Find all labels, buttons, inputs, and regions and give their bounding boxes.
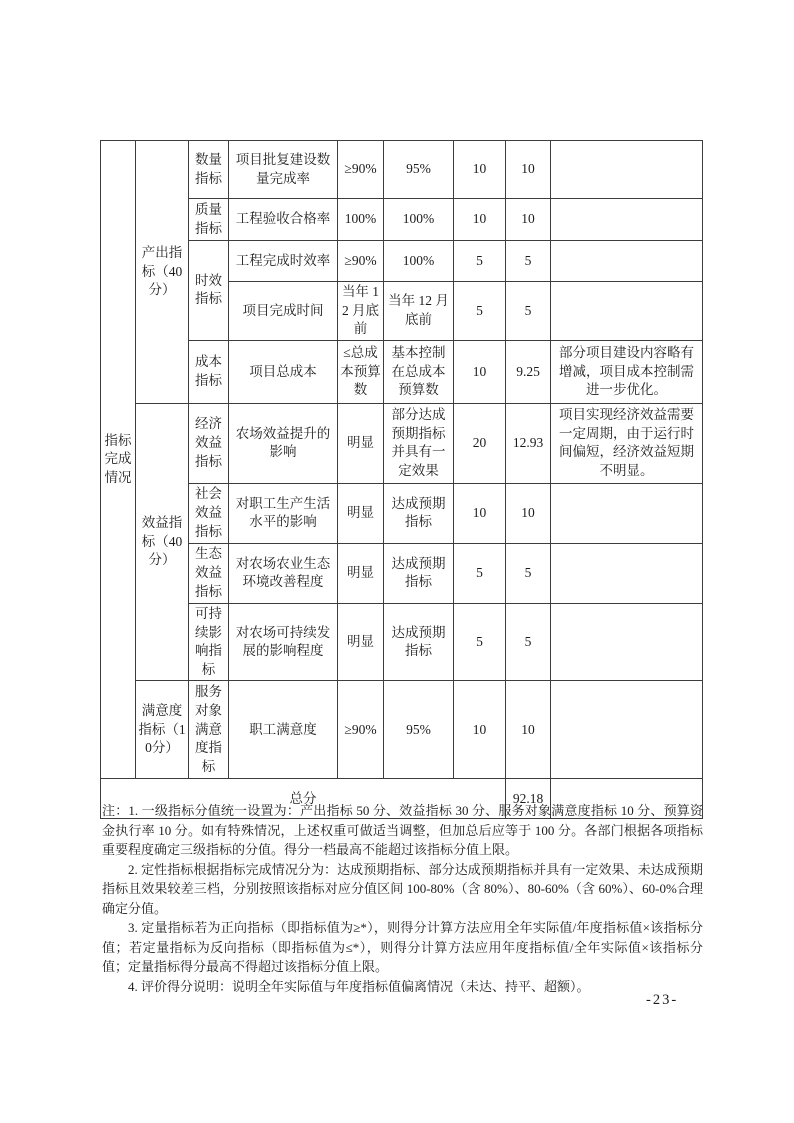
level2-indicator: 社会效益指标	[189, 483, 229, 543]
score-value: 5	[506, 603, 551, 681]
actual-value: 当年 12 月底前	[384, 282, 454, 341]
table-row	[101, 483, 703, 543]
remark-cell	[551, 483, 703, 543]
points-value: 20	[454, 403, 506, 483]
actual-value: 部分达成预期指标并具有一定效果	[384, 403, 454, 483]
annual-target-value: 100%	[338, 199, 384, 241]
actual-value: 基本控制在总成本预算数	[384, 340, 454, 403]
level2-indicator: 时效指标	[189, 241, 229, 341]
remark-cell	[551, 282, 703, 341]
remark-cell	[551, 603, 703, 681]
table-row	[101, 681, 703, 779]
row-group-label: 指标完成情况	[101, 141, 136, 779]
page-number: -23-	[646, 992, 679, 1008]
indicator-name: 对农场可持续发展的影响程度	[229, 603, 338, 681]
remark-cell: 项目实现经济效益需要一定周期，由于运行时间偏短，经济效益短期不明显。	[551, 403, 703, 483]
footnote-2: 2. 定性指标根据指标完成情况分为：达成预期指标、部分达成预期指标并具有一定效果、未达成预期指标且效果较差三档，分别按照该指标对应分值区间 100-80%（含 80%）、80-60%（含 60%）、60-0%合理确定分值。	[102, 861, 703, 916]
annual-target-value: 明显	[338, 403, 384, 483]
remark-cell	[551, 199, 703, 241]
indicator-name: 项目批复建设数量完成率	[229, 141, 338, 199]
annual-target-value: 明显	[338, 603, 384, 681]
table-row	[101, 603, 703, 681]
actual-value: 达成预期指标	[384, 543, 454, 603]
section-benefit-label: 效益指标（40分）	[136, 403, 189, 681]
actual-value: 95%	[384, 141, 454, 199]
footnote-3: 3. 定量指标若为正向指标（即指标值为≥*），则得分计算方法应用全年实际值/年度指标值×该指标分值；若定量指标为反向指标（即指标值为≤*），则得分计算方法应用年度指标值/全年实际值×该指标分值；定量指标得分最高不得超过该指标分值上限。	[102, 920, 703, 974]
remark-cell	[551, 141, 703, 199]
score-value: 9.25	[506, 340, 551, 403]
indicator-name: 项目总成本	[229, 340, 338, 403]
table-row	[101, 543, 703, 603]
score-value: 5	[506, 241, 551, 282]
indicator-name: 项目完成时间	[229, 282, 338, 341]
points-value: 5	[454, 241, 506, 282]
remark-cell	[551, 241, 703, 282]
actual-value: 100%	[384, 199, 454, 241]
points-value: 10	[454, 681, 506, 779]
level2-indicator: 质量指标	[189, 199, 229, 241]
total-score-value: 92.18	[506, 779, 551, 819]
actual-value: 95%	[384, 681, 454, 779]
remark-cell: 部分项目建设内容略有增减，项目成本控制需进一步优化。	[551, 340, 703, 403]
section-output-label: 产出指标（40分）	[136, 141, 189, 404]
score-value: 5	[506, 282, 551, 341]
remark-cell	[551, 543, 703, 603]
indicator-name: 工程验收合格率	[229, 199, 338, 241]
section-satisfaction-label: 满意度指标（10分）	[136, 681, 189, 779]
points-value: 10	[454, 141, 506, 199]
indicator-name: 职工满意度	[229, 681, 338, 779]
points-value: 5	[454, 543, 506, 603]
actual-value: 100%	[384, 241, 454, 282]
annual-target-value: 明显	[338, 483, 384, 543]
table-row	[101, 199, 703, 241]
score-value: 10	[506, 681, 551, 779]
actual-value: 达成预期指标	[384, 483, 454, 543]
indicator-name: 农场效益提升的影响	[229, 403, 338, 483]
table-row	[101, 340, 703, 403]
points-value: 5	[454, 603, 506, 681]
table-row	[101, 403, 703, 483]
level2-indicator: 生态效益指标	[189, 543, 229, 603]
remark-cell	[551, 681, 703, 779]
annual-target-value: ≥90%	[338, 681, 384, 779]
footnote-4: 4. 评价得分说明：说明全年实际值与年度指标值偏离情况（未达、持平、超额）。	[128, 978, 590, 994]
annual-target-value: 明显	[338, 543, 384, 603]
points-value: 10	[454, 483, 506, 543]
table-row	[101, 141, 703, 199]
annual-target-value: 当年 12 月底前	[338, 282, 384, 341]
score-value: 10	[506, 141, 551, 199]
indicator-name: 对农场农业生态环境改善程度	[229, 543, 338, 603]
level2-indicator: 可持续影响指标	[189, 603, 229, 681]
total-label: 总分	[101, 779, 506, 819]
footnote-1: 注：1. 一级指标分值统一设置为：产出指标 50 分、效益指标 30 分、服务对象满意度指标 10 分、预算资金执行率 10 分。如有特殊情况，上述权重可做适当调整，但加总后应等于 100 分。各部门根据各项指标重要程度确定三级指标的分值。得分一档最高不能超过该指标分值上限。	[102, 803, 703, 857]
indicator-name: 工程完成时效率	[229, 241, 338, 282]
indicator-name: 对职工生产生活水平的影响	[229, 483, 338, 543]
score-value: 10	[506, 483, 551, 543]
actual-value: 达成预期指标	[384, 603, 454, 681]
score-value: 12.93	[506, 403, 551, 483]
score-value: 10	[506, 199, 551, 241]
table-row	[101, 241, 703, 282]
points-value: 10	[454, 199, 506, 241]
level2-indicator: 经济效益指标	[189, 403, 229, 483]
score-value: 5	[506, 543, 551, 603]
annual-target-value: ≥90%	[338, 141, 384, 199]
points-value: 10	[454, 340, 506, 403]
level2-indicator: 数量指标	[189, 141, 229, 199]
footnotes	[102, 801, 703, 996]
indicator-evaluation-table	[100, 140, 703, 819]
annual-target-value: ≥90%	[338, 241, 384, 282]
level2-indicator: 成本指标	[189, 340, 229, 403]
level2-indicator: 服务对象满意度指标	[189, 681, 229, 779]
points-value: 5	[454, 282, 506, 341]
annual-target-value: ≤总成本预算数	[338, 340, 384, 403]
